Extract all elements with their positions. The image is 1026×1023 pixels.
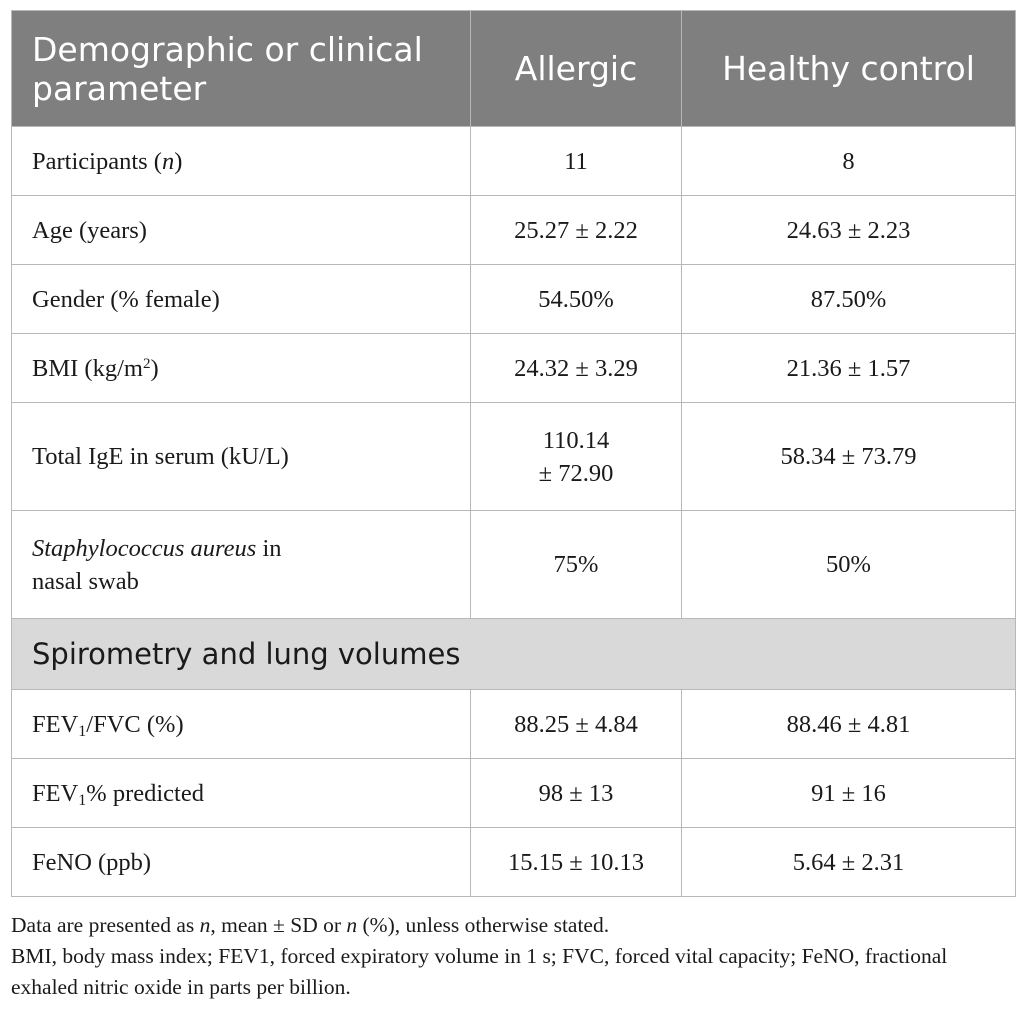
cell-allergic: 25.27 ± 2.22 xyxy=(471,196,682,265)
cell-healthy: 21.36 ± 1.57 xyxy=(682,334,1016,403)
cell-healthy: 5.64 ± 2.31 xyxy=(682,828,1016,897)
header-parameter: Demographic or clinical parameter xyxy=(12,11,471,127)
table-row xyxy=(12,196,1016,265)
cell-allergic: 88.25 ± 4.84 xyxy=(471,690,682,759)
table-row xyxy=(12,265,1016,334)
cell-healthy: 87.50% xyxy=(682,265,1016,334)
cell-healthy: 24.63 ± 2.23 xyxy=(682,196,1016,265)
table-container xyxy=(11,10,1015,897)
section-row xyxy=(12,619,1016,690)
section-title: Spirometry and lung volumes xyxy=(12,619,1016,690)
cell-healthy: 58.34 ± 73.79 xyxy=(682,403,1016,511)
demographics-table xyxy=(11,10,1016,897)
table-row xyxy=(12,511,1016,619)
table-row xyxy=(12,127,1016,196)
cell-allergic: 54.50% xyxy=(471,265,682,334)
header-healthy-control: Healthy control xyxy=(682,11,1016,127)
row-label-age: Age (years) xyxy=(12,196,471,265)
row-label-bmi: BMI $(kg/m^2)$ xyxy=(12,334,471,403)
row-label-fev1-predicted: $FEV_1\%$ predicted xyxy=(12,759,471,828)
cell-allergic: 11 xyxy=(471,127,682,196)
cell-allergic: 98 ± 13 xyxy=(471,759,682,828)
header-allergic: Allergic xyxy=(471,11,682,127)
cell-allergic: 15.15 ± 10.13 xyxy=(471,828,682,897)
cell-healthy: 88.46 ± 4.81 xyxy=(682,690,1016,759)
cell-allergic: 75% xyxy=(471,511,682,619)
table-row xyxy=(12,759,1016,828)
row-label-gender: Gender (% female) xyxy=(12,265,471,334)
footnote-line-2: BMI, body mass index; FEV1, forced expiratory volume in 1 s; FVC, forced vital capacity; FeNO, fractional exhaled nitric oxide in parts per billion. xyxy=(11,944,948,999)
table-row xyxy=(12,334,1016,403)
table-row xyxy=(12,828,1016,897)
cell-healthy: 50% xyxy=(682,511,1016,619)
table-footnote xyxy=(11,910,1015,1003)
row-label-fev1-fvc: $FEV_1$/FVC (%) xyxy=(12,690,471,759)
cell-allergic: 24.32 ± 3.29 xyxy=(471,334,682,403)
cell-healthy: 91 ± 16 xyxy=(682,759,1016,828)
header-row xyxy=(12,11,1016,127)
table-row xyxy=(12,403,1016,511)
row-label-participants: Participants (n) xyxy=(12,127,471,196)
cell-healthy: 8 xyxy=(682,127,1016,196)
footnote-line-1: Data are presented as n, mean ± SD or n (%), unless otherwise stated. xyxy=(11,913,610,937)
table-row xyxy=(12,690,1016,759)
row-label-feno: FeNO (ppb) xyxy=(12,828,471,897)
row-label-total-ige: Total IgE in serum (kU/L) xyxy=(12,403,471,511)
row-label-staph-aureus: Staphylococcus aureus in nasal swab xyxy=(12,511,471,619)
cell-allergic: 110.14 ± 72.90 xyxy=(471,403,682,511)
